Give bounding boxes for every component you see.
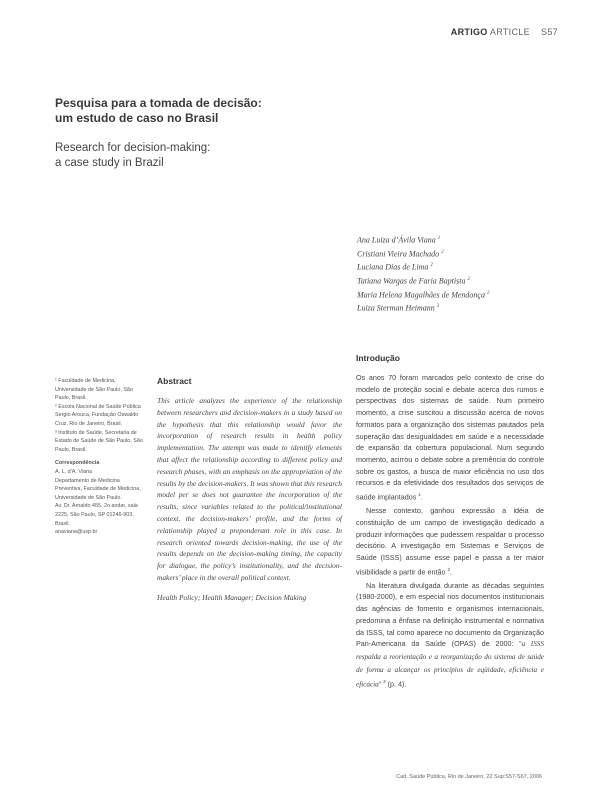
affiliation-2: ² Escola Nacional de Saúde Pública Sergio Arouca, Fundação Oswaldo Cruz, Rio de Janeiro, Brasil.	[55, 403, 141, 427]
quotation: a ISSS respalda a reorientação e a reorganização do sistema de saúde de forma a alcançar os princípios de eqüidade, eficiência e eficácia	[356, 640, 544, 689]
author: Tatiana Wargas de Faria Baptista $^2$	[357, 276, 470, 286]
correspondence-heading: Correspondência	[55, 460, 100, 467]
correspondence-dept: Departamento de Medicina Preventiva, Faculdade de Medicina, Universidade de São Paulo.	[55, 477, 141, 501]
introduction-heading: Introdução	[356, 353, 400, 363]
paragraph: Os anos 70 foram marcados pelo contexto de crise do modelo de proteção social e debate acerca dos rumos e perspectivas dos sistemas de saúde. Num primeiro momento, a crise suscitou a discussão acerca de novos formatos para a organização dos sistemas pautados pela superação das desigualdades em saúde e a necessidade de expansão da cobertura populacional. Num segundo momento, acirrou o debate sobre a premência do controle sobre os gastos, a busca de maior eficiência no uso dos recursos e da efetividade dos resultados dos serviços de saúde implantados $^1$.	[356, 373, 544, 502]
correspondence-email[interactable]: anaviana@usp.br	[55, 529, 98, 536]
author: Luiza Sterman Heimann $^3$	[357, 303, 440, 313]
section-label-en: ARTICLE	[489, 27, 530, 37]
title-portuguese	[55, 96, 315, 126]
abstract-heading: Abstract	[157, 376, 192, 386]
section-label-pt: ARTIGO	[450, 27, 488, 37]
title-english	[55, 141, 315, 171]
author: Luciana Dias de Lima $^2$	[357, 262, 433, 272]
title-pt-line-1: Pesquisa para a tomada de decisão:	[55, 96, 262, 110]
affiliations-sidebar	[55, 377, 145, 537]
title-pt-line-2: um estudo de caso no Brasil	[55, 111, 219, 125]
keywords: Health Policy; Health Manager; Decision Making	[157, 592, 307, 602]
author-list	[357, 233, 557, 315]
paragraph: Nesse contexto, ganhou expressão a idéia de constituição de um campo de investigação dedicado a produzir informações que pudessem respaldar o processo decisório. A investigação em Sistemas e Serviços de Saúde (ISSS) assume esse papel e passa a ter maior visibilidade a partir de então $^2$.	[356, 506, 544, 577]
running-header	[451, 27, 558, 37]
correspondence-name: A. L. d’A. Viana	[55, 468, 93, 475]
author: Ana Luiza d’Ávila Viana $^1$	[357, 235, 441, 245]
abstract-text: This article analyzes the experience of the relationship between researchers and decision-makers in a study based on the hypothesis that this relationship would favor the incorporation of research results in health policy implementation. The attempt was made to identify elements that affect the relationship according to different policy and research phases, with an emphasis on the appropriation of the results by the decision-makers. It was shown that this research model per se does not guarantee the incorporation of the results, since variables related to the political/institutional context, the decision-makers’ profile, and the forms of relationship played a preponderant role in this case. In research oriented towards decision-making, the use of the results depends on the decision-making timing, the capacity for dialogue, the policy’s institutionality, and the decision-makers’ place in the overall political context.	[157, 396, 342, 582]
page-number: S57	[541, 27, 558, 37]
title-en-line-2: a case study in Brazil	[55, 157, 164, 169]
abstract-section	[157, 376, 342, 602]
author: Maria Helena Magalhães de Mendonça $^2$	[357, 290, 490, 300]
paragraph: Na literatura divulgada durante as décadas seguintes (1980-2000), e em especial nos documentos institucionais das agências de fomento e organismos internacionais, predomina a ênfase na definição instrumental e normativa da ISSS, tal como aparece no documento da Organização Pan-Americana da Saúde (OPAS) de 2000: “a ISSS respalda a reorientação e a reorganização do sistema de saúde de forma a alcançar os princípios de eqüidade, eficiência e eficácia” $^3$ (p. 4).	[356, 580, 544, 689]
author: Cristiani Vieira Machado $^2$	[357, 249, 444, 259]
introduction-section	[356, 353, 544, 691]
affiliation-3: ³ Instituto de Saúde, Secretaria de Estado de Saúde de São Paulo, São Paulo, Brasil.	[55, 429, 143, 453]
affiliation-1: ¹ Faculdade de Medicina, Universidade de São Paulo, São Paulo, Brasil.	[55, 378, 133, 402]
correspondence-address: Av. Dr. Arnaldo 455, 2o andar, sala 2225, São Paulo, SP 01246-903, Brasil.	[55, 503, 138, 527]
journal-footer: Cad. Saúde Pública, Rio de Janeiro, 22 Sup:S57-S67, 2006	[396, 774, 542, 780]
title-en-line-1: Research for decision-making:	[55, 142, 211, 154]
